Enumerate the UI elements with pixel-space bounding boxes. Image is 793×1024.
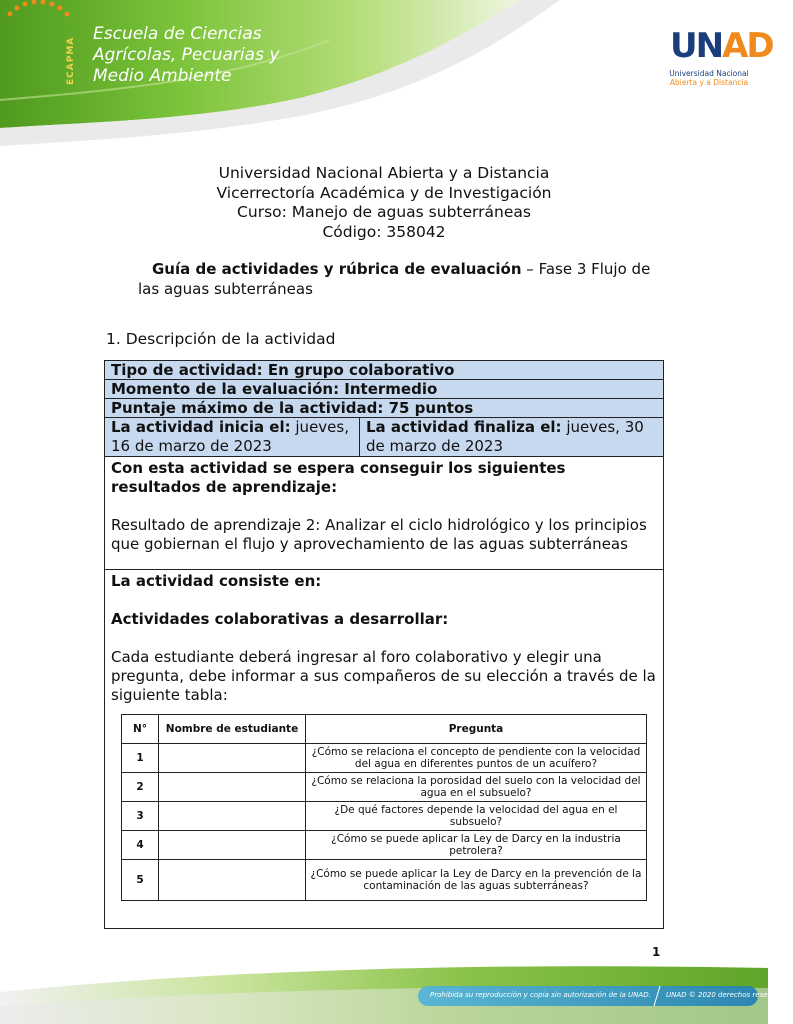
school-line-2: Agrícolas, Pecuarias y	[93, 45, 280, 65]
table-row	[122, 744, 647, 773]
student-name-cell[interactable]	[159, 860, 306, 901]
evaluation-moment: Momento de la evaluación: Intermedio	[105, 380, 664, 399]
footer-rights-notice: UNAD © 2020 derechos reservados.	[666, 991, 793, 999]
school-line-3: Medio Ambiente	[93, 66, 232, 86]
unad-subtitle-line-2: Abierta y a Distancia	[669, 78, 749, 87]
row-number: 5	[122, 860, 159, 901]
footer-background-graphic	[0, 962, 768, 1024]
activity-type: Tipo de actividad: En grupo colaborativo	[105, 361, 664, 380]
activity-consists-row	[105, 570, 664, 929]
document-title-block	[0, 164, 768, 242]
row-number: 4	[122, 831, 159, 860]
row-number: 2	[122, 773, 159, 802]
start-date-value: jueves, 16 de marzo de 2023	[111, 418, 349, 455]
student-name-cell[interactable]	[159, 831, 306, 860]
guide-title-bold: Guía de actividades y rúbrica de evaluación	[152, 260, 522, 278]
unad-subtitle	[664, 69, 754, 87]
footer-banner	[0, 962, 793, 1024]
evaluation-moment-row	[105, 380, 664, 399]
table-row	[122, 831, 647, 860]
student-name-cell[interactable]	[159, 773, 306, 802]
table-row	[122, 802, 647, 831]
row-number: 1	[122, 744, 159, 773]
course-code: Código: 358042	[322, 222, 446, 241]
table-row	[122, 773, 647, 802]
activity-consists-cell	[105, 570, 664, 929]
question-text: ¿Cómo se puede aplicar la Ley de Darcy en la prevención de la contaminación de las aguas subterráneas?	[306, 860, 647, 901]
unad-wordmark-ad: AD	[722, 26, 773, 66]
guide-title-phase: – Fase 3 Flujo de	[521, 260, 651, 278]
learning-results-row	[105, 457, 664, 570]
unad-wordmark	[670, 26, 773, 66]
start-date-label: La actividad inicia el:	[111, 418, 291, 436]
learning-results-heading: Con esta actividad se espera conseguir los siguientes resultados de aprendizaje:	[111, 459, 566, 496]
unad-wordmark-un: UN	[670, 26, 723, 66]
section-heading: 1. Descripción de la actividad	[106, 330, 336, 348]
school-name	[93, 24, 279, 87]
activity-consists-heading: La actividad consiste en:	[111, 572, 322, 590]
question-text: ¿Cómo se relaciona la porosidad del suelo con la velocidad del agua en el subsuelo?	[306, 773, 647, 802]
page-number: 1	[652, 945, 661, 959]
question-selection-table	[121, 714, 647, 901]
guide-title-line-2: las aguas subterráneas	[138, 280, 313, 298]
max-score: Puntaje máximo de la actividad: 75 puntos	[105, 399, 664, 418]
vice-rectory: Vicerrectoría Académica y de Investigación	[216, 183, 552, 202]
end-date-value: jueves, 30 de marzo de 2023	[366, 418, 644, 455]
unad-logo-dots-icon	[0, 0, 82, 70]
row-number: 3	[122, 802, 159, 831]
dates-row	[105, 418, 664, 457]
guide-title	[138, 259, 678, 299]
course-name: Curso: Manejo de aguas subterráneas	[237, 203, 531, 221]
learning-results-cell	[105, 457, 664, 570]
unad-subtitle-line-1: Universidad Nacional	[669, 69, 749, 78]
header-question: Pregunta	[306, 715, 647, 744]
collaborative-activities-heading: Actividades colaborativas a desarrollar:	[111, 610, 449, 628]
activity-type-row	[105, 361, 664, 380]
question-text: ¿De qué factores depende la velocidad del agua en el subsuelo?	[306, 802, 647, 831]
student-name-cell[interactable]	[159, 744, 306, 773]
question-text: ¿Cómo se puede aplicar la Ley de Darcy en la industria petrolera?	[306, 831, 647, 860]
end-date-label: La actividad finaliza el:	[366, 418, 562, 436]
header-student-name: Nombre de estudiante	[159, 715, 306, 744]
ecapma-label: ECAPMA	[66, 36, 76, 86]
footer-copy-notice: Prohibida su reproducción y copia sin autorización de la UNAD.	[430, 991, 651, 999]
collaborative-activities-text: Cada estudiante deberá ingresar al foro colaborativo y elegir una pregunta, debe informar a sus compañeros de su elección a través de la siguiente tabla:	[111, 648, 656, 704]
start-date-cell	[105, 418, 360, 457]
header-number: N°	[122, 715, 159, 744]
header-banner	[0, 0, 773, 150]
activity-description-table	[104, 360, 664, 929]
university-name: Universidad Nacional Abierta y a Distancia	[218, 164, 550, 182]
school-line-1: Escuela de Ciencias	[93, 24, 262, 44]
question-text: ¿Cómo se relaciona el concepto de pendiente con la velocidad del agua en diferentes puntos de un acuífero?	[306, 744, 647, 773]
learning-results-text: Resultado de aprendizaje 2: Analizar el ciclo hidrológico y los principios que gobiernan el flujo y aprovechamiento de las aguas subterráneas	[111, 516, 647, 553]
question-table-header	[122, 715, 647, 744]
max-score-row	[105, 399, 664, 418]
end-date-cell	[360, 418, 664, 457]
student-name-cell[interactable]	[159, 802, 306, 831]
table-row	[122, 860, 647, 901]
